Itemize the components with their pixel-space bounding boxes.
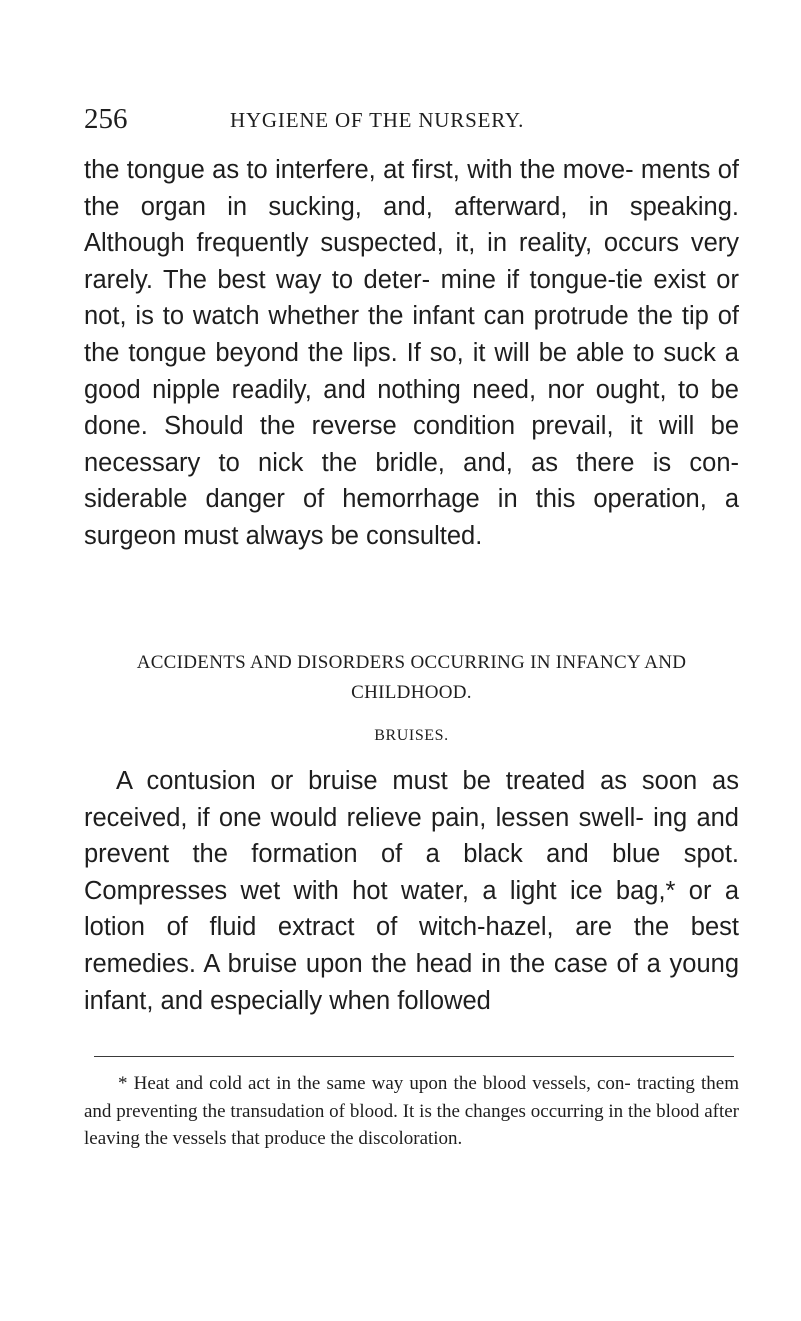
paragraph-tongue-tie: the tongue as to interfere, at first, with the move- ments of the organ in sucking, and, afterward, in speaking. Although frequently suspected, it, in reality, occurs very rarely. The best way to deter- mine if tongue-tie exist or not, is to watch whether the infant can protrude the tip of the tongue beyond the lips. If so, it will be able to suck a good nipple readily, and nothing need, nor ought, to be done. Should the reverse condition prevail, it will be necessary to nick the bridle, and, as there is con- siderable danger of hemorrhage in this operation, a surgeon must always be consulted.	[84, 156, 739, 550]
section-heading: ACCIDENTS AND DISORDERS OCCURRING IN INFANCY AND CHILDHOOD.	[136, 652, 687, 703]
page-header	[84, 100, 744, 140]
footnote: * Heat and cold act in the same way upon the blood vessels, con- tracting them and preventing the transudation of blood. It is the changes occurring in the blood after leaving the vessels that produce the discoloration.	[84, 1073, 739, 1149]
page-number: 256	[84, 103, 128, 135]
footnote-divider	[94, 1056, 734, 1057]
running-title: HYGIENE OF THE NURSERY.	[230, 108, 525, 132]
paragraph-bruises: A contusion or bruise must be treated as soon as received, if one would relieve pain, lessen swell- ing and prevent the formation of a black and blue spot. Compresses wet with hot water, a light ice bag,* or a lotion of fluid extract of witch-hazel, are the best remedies. A bruise upon the head in the case of a young infant, and especially when followed	[84, 767, 739, 1015]
subsection-heading: BRUISES.	[374, 727, 449, 744]
